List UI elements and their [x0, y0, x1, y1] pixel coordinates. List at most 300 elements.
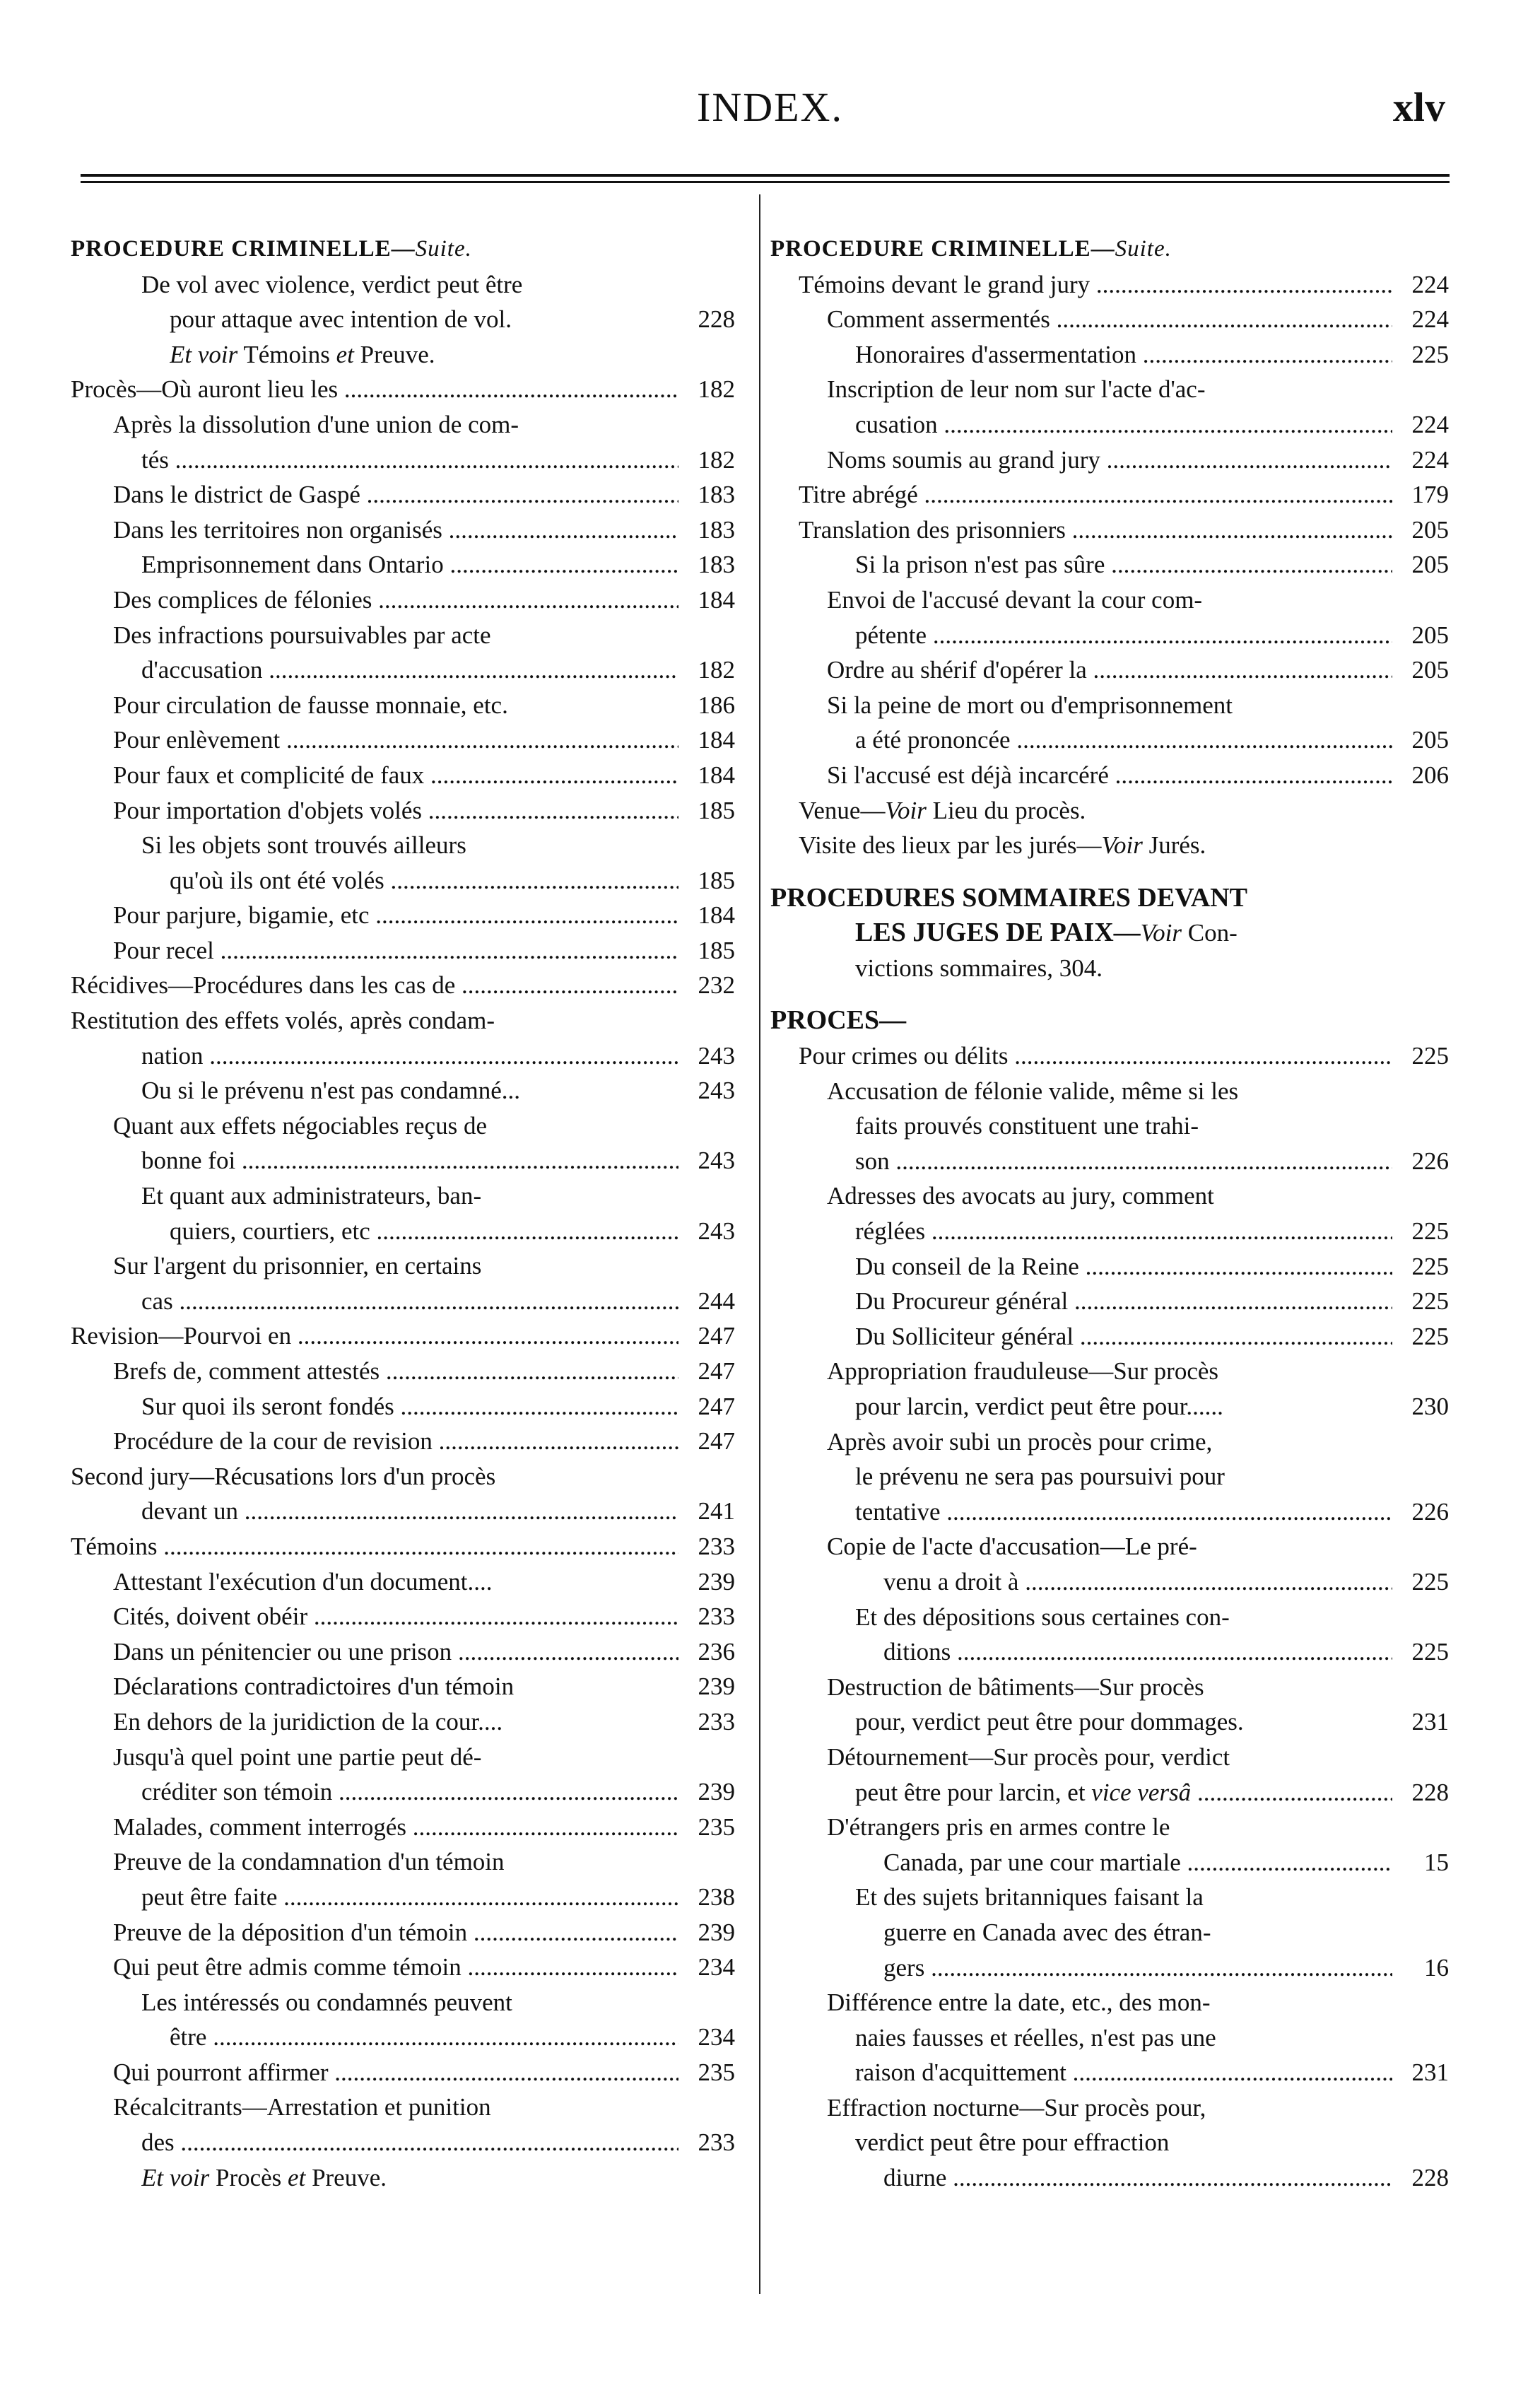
index-entry	[71, 1669, 735, 1704]
index-entry	[71, 1038, 735, 1074]
index-entry	[71, 1248, 735, 1284]
heading-suite: Suite.	[415, 236, 472, 262]
index-entry	[770, 1038, 1449, 1074]
entry-text: Qui pourront affirmer .....	[113, 2055, 678, 2090]
index-entry	[770, 1389, 1449, 1424]
section-heading-proces: PROCES—	[770, 1005, 907, 1036]
index-entry	[770, 2090, 1449, 2126]
page-reference: 205	[1411, 656, 1449, 684]
index-entry	[71, 1284, 735, 1319]
page-reference: 235	[698, 1813, 735, 1841]
entry-text: nation .....	[141, 1038, 678, 1074]
entry-text: être .....	[170, 2020, 678, 2055]
index-entry	[71, 1915, 735, 1950]
entry-text: Attestant l'exécution d'un document....	[113, 1567, 493, 1596]
entry-text: Visite des lieux par les jurés—Voir Jurés.	[799, 831, 1206, 860]
entry-text: Pour crimes ou délits .....	[799, 1038, 1392, 1074]
index-entry	[71, 372, 735, 407]
entry-text: Quant aux effets négociables reçus de	[113, 1111, 487, 1140]
page-reference: 235	[698, 2058, 735, 2086]
entry-text: Preuve de la condamnation d'un témoin	[113, 1848, 505, 1876]
entry-text: Canada, par une cour martiale .....	[883, 1845, 1392, 1880]
page-reference: 243	[698, 1147, 735, 1175]
entry-text: des .....	[141, 2125, 678, 2160]
entry-text: cas .....	[141, 1284, 678, 1319]
index-entry	[770, 443, 1449, 478]
entry-text: réglées .....	[855, 1214, 1392, 1249]
index-entry	[770, 1704, 1449, 1740]
index-entry	[71, 1494, 735, 1529]
page-reference: 184	[698, 726, 735, 754]
page-reference: 234	[698, 2023, 735, 2051]
entry-text: Récalcitrants—Arrestation et punition	[113, 2093, 491, 2121]
page-reference: 243	[698, 1077, 735, 1105]
entry-text: Pour recel .....	[113, 933, 678, 968]
entry-text: Dans un pénitencier ou une prison .....	[113, 1634, 678, 1670]
page-reference: 224	[1411, 445, 1449, 474]
page-reference: 225	[1411, 1042, 1449, 1070]
index-entry	[71, 1599, 735, 1634]
index-entry	[71, 1108, 735, 1144]
index-entry	[770, 1354, 1449, 1389]
entry-text: Honoraires d'assermentation .....	[855, 337, 1392, 373]
page-reference: 225	[1411, 1217, 1449, 1246]
index-entry	[71, 2090, 735, 2125]
page-reference: 224	[1411, 410, 1449, 438]
entry-text: Ou si le prévenu n'est pas condamné...	[141, 1077, 521, 1105]
entry-text: Et quant aux administrateurs, ban-	[141, 1182, 482, 1210]
entry-text: peut être faite .....	[141, 1880, 678, 1915]
page-reference: 206	[1411, 761, 1449, 789]
entry-text: Second jury—Récusations lors d'un procès	[71, 1462, 496, 1490]
index-entry	[770, 337, 1449, 373]
entry-text: quiers, courtiers, etc .....	[170, 1214, 678, 1249]
page-reference: 233	[698, 1603, 735, 1631]
index-entry	[71, 1774, 735, 1810]
index-entries-right-proces	[770, 1038, 1449, 2196]
entry-text: a été prononcée .....	[855, 722, 1392, 758]
entry-text: ditions .....	[883, 1634, 1392, 1670]
page-reference: 183	[698, 515, 735, 544]
page-reference: 238	[698, 1883, 735, 1911]
index-entry	[770, 1634, 1449, 1670]
entry-text: gers .....	[883, 1950, 1392, 1986]
page-reference: 243	[698, 1217, 735, 1245]
index-entry	[71, 898, 735, 933]
entry-text: Témoins devant le grand jury .....	[799, 267, 1392, 303]
entry-text: Adresses des avocats au jury, comment	[827, 1182, 1214, 1210]
index-entry	[71, 2125, 735, 2160]
page-reference: 226	[1411, 1147, 1449, 1175]
entry-text: Témoins .....	[71, 1529, 678, 1564]
section-heading	[71, 232, 735, 267]
heading-suite: Suite.	[1115, 236, 1172, 262]
index-entry	[71, 1354, 735, 1389]
entry-text: Les intéressés ou condamnés peuvent	[141, 1988, 512, 2016]
page-reference: 183	[698, 481, 735, 509]
index-entry	[71, 968, 735, 1003]
page-reference: 205	[1411, 515, 1449, 544]
index-entry	[71, 1844, 735, 1880]
index-entry	[770, 372, 1449, 407]
index-entry	[71, 1564, 735, 1600]
entry-text: Noms soumis au grand jury .....	[827, 443, 1392, 478]
page-reference: 228	[1411, 1778, 1449, 1806]
entry-text: Titre abrégé .....	[799, 477, 1392, 513]
entry-text: diurne .....	[883, 2160, 1392, 2196]
entry-text: Dans le district de Gaspé .....	[113, 477, 678, 513]
page-reference: 186	[698, 691, 735, 719]
entry-text: le prévenu ne sera pas poursuivi pour	[855, 1463, 1225, 1491]
index-entry	[770, 1074, 1449, 1109]
index-entry	[770, 1284, 1449, 1319]
index-entry	[770, 477, 1449, 513]
entry-text: son .....	[855, 1144, 1392, 1179]
index-entry	[770, 2020, 1449, 2056]
index-entry	[770, 1494, 1449, 1530]
entry-text: D'étrangers pris en armes contre le	[827, 1813, 1170, 1842]
entry-text: Jusqu'à quel point une partie peut dé-	[113, 1743, 482, 1771]
entry-text: qu'où ils ont été volés .....	[170, 863, 678, 898]
entry-text: venu a droit à .....	[883, 1564, 1392, 1600]
entry-text: Destruction de bâtiments—Sur procès	[827, 1673, 1204, 1701]
index-entry	[770, 793, 1449, 829]
entry-text: Malades, comment interrogés .....	[113, 1810, 678, 1845]
index-entry	[770, 652, 1449, 688]
column-divider	[759, 194, 760, 2294]
header-rule	[81, 174, 1450, 177]
index-entry	[770, 267, 1449, 303]
page-reference: 182	[698, 375, 735, 404]
entry-text: Preuve de la déposition d'un témoin .....	[113, 1915, 678, 1950]
index-entry	[71, 1424, 735, 1459]
heading2-juges: LES JUGES DE PAIX—	[855, 918, 1141, 948]
entry-text: bonne foi .....	[141, 1143, 678, 1178]
entry-text: Après avoir subi un procès pour crime,	[827, 1427, 1213, 1456]
page-reference: 185	[698, 936, 735, 964]
index-entry	[71, 302, 735, 337]
index-entry	[71, 1529, 735, 1564]
entry-text: Récidives—Procédures dans les cas de .....	[71, 968, 678, 1003]
index-entry	[770, 1214, 1449, 1249]
heading-main: PROCEDURE CRIMINELLE—	[71, 236, 416, 262]
index-entry	[770, 1740, 1449, 1775]
header-rule-lower	[81, 181, 1450, 183]
page-reference: 225	[1411, 1252, 1449, 1280]
entry-text: pour larcin, verdict peut être pour......	[855, 1393, 1223, 1420]
index-entry	[71, 1178, 735, 1214]
page-reference: 205	[1411, 621, 1449, 649]
entry-text: raison d'acquittement .....	[855, 2055, 1392, 2090]
page-reference: 184	[698, 761, 735, 789]
page-reference: 185	[698, 796, 735, 824]
page-number: xlv	[1392, 84, 1445, 130]
page-reference: 243	[698, 1041, 735, 1070]
entry-text: Déclarations contradictoires d'un témoin	[113, 1673, 515, 1701]
page-reference: 205	[1411, 726, 1449, 754]
page-header	[0, 83, 1540, 140]
index-entry	[71, 1073, 735, 1108]
index-entry	[770, 828, 1449, 863]
index-entry	[770, 1915, 1449, 1950]
page-reference: 239	[698, 1673, 735, 1701]
index-entry	[770, 547, 1449, 582]
index-entry	[770, 582, 1449, 618]
index-entry	[770, 1108, 1449, 1144]
index-entry	[770, 1810, 1449, 1845]
page-reference: 184	[698, 901, 735, 930]
page-reference: 182	[698, 656, 735, 684]
entry-text: Procédure de la cour de revision .....	[113, 1424, 678, 1459]
entry-text: Copie de l'acte d'accusation—Le pré-	[827, 1533, 1197, 1561]
index-entry	[71, 1740, 735, 1775]
page-reference: 234	[698, 1953, 735, 1981]
index-entry	[71, 582, 735, 618]
entry-text: Sur quoi ils seront fondés .....	[141, 1389, 678, 1424]
entry-text: verdict peut être pour effraction	[855, 2129, 1170, 2157]
entry-text: Dans les territoires non organisés .....	[113, 513, 678, 548]
index-entry	[71, 652, 735, 688]
index-entry	[71, 1003, 735, 1038]
page-reference: 205	[1411, 551, 1449, 579]
entry-text: Si les objets sont trouvés ailleurs	[141, 831, 466, 860]
section-heading-line2	[770, 915, 1449, 951]
index-entry	[71, 443, 735, 478]
index-entry	[770, 688, 1449, 723]
page-reference: 228	[698, 305, 735, 334]
index-entry	[71, 933, 735, 968]
page-reference: 15	[1424, 1848, 1449, 1876]
entry-text: créditer son témoin .....	[141, 1774, 678, 1810]
index-entry	[71, 1214, 735, 1249]
index-entry	[71, 547, 735, 582]
entry-text: d'accusation .....	[141, 652, 678, 688]
page-reference: 231	[1411, 1708, 1449, 1736]
page-reference: 224	[1411, 270, 1449, 298]
page-reference: 244	[698, 1287, 735, 1315]
entry-text: Si l'accusé est déjà incarcéré .....	[827, 758, 1392, 793]
index-entry	[770, 1529, 1449, 1564]
entry-text: tentative .....	[855, 1494, 1392, 1530]
index-entries-left	[71, 267, 735, 2196]
page-reference: 225	[1411, 1322, 1449, 1350]
index-entry	[71, 1143, 735, 1178]
entry-text: Revision—Pourvoi en .....	[71, 1318, 678, 1354]
entry-text: tés .....	[141, 443, 678, 478]
left-column	[71, 232, 735, 2195]
entry-text: cusation .....	[855, 407, 1392, 443]
entry-text: Du Solliciteur général .....	[855, 1319, 1392, 1354]
entry-text: Ordre au shérif d'opérer la .....	[827, 652, 1392, 688]
index-entry	[770, 722, 1449, 758]
index-entry	[770, 1178, 1449, 1214]
section-heading-procedures-sommaires: PROCEDURES SOMMAIRES DEVANT	[770, 882, 1247, 913]
page-reference: 239	[698, 1567, 735, 1596]
entry-text: Différence entre la date, etc., des mon-	[827, 1989, 1211, 2017]
entry-text: Emprisonnement dans Ontario .....	[141, 547, 678, 582]
index-entry	[71, 407, 735, 443]
index-entry	[71, 1634, 735, 1670]
right-column	[770, 232, 1449, 2196]
index-entry	[770, 1144, 1449, 1179]
entry-text: Détournement—Sur procès pour, verdict	[827, 1743, 1230, 1771]
entry-text: Brefs de, comment attestés .....	[113, 1354, 678, 1389]
page-reference: 232	[698, 971, 735, 1000]
entry-text: peut être pour larcin, et vice versâ .....	[855, 1775, 1392, 1810]
page-reference: 233	[698, 1707, 735, 1735]
entry-text: pétente .....	[855, 618, 1392, 653]
index-entry	[71, 688, 735, 723]
index-entry	[770, 1880, 1449, 1915]
entry-text: pour attaque avec intention de vol.	[170, 305, 512, 334]
page-reference: 233	[698, 1532, 735, 1560]
entry-text: Translation des prisonniers .....	[799, 513, 1392, 548]
index-entry	[71, 863, 735, 898]
entry-text: Qui peut être admis comme témoin .....	[113, 1950, 678, 1985]
index-entry	[770, 1600, 1449, 1635]
page-reference: 228	[1411, 2164, 1449, 2192]
page-reference: 236	[698, 1637, 735, 1665]
section-heading	[770, 232, 1449, 267]
entry-text: De vol avec violence, verdict peut être	[141, 270, 523, 298]
entry-text: Et des dépositions sous certaines con-	[855, 1603, 1230, 1631]
entry-text: En dehors de la juridiction de la cour....	[113, 1707, 503, 1735]
page-reference: 225	[1411, 1287, 1449, 1316]
page-reference: 225	[1411, 340, 1449, 368]
index-entry	[71, 2160, 735, 2196]
index-entry	[770, 1424, 1449, 1460]
index-entries-right	[770, 267, 1449, 863]
index-entry	[71, 1950, 735, 1985]
page-reference: 224	[1411, 305, 1449, 334]
entry-text: Cités, doivent obéir .....	[113, 1599, 678, 1634]
entry-text: Venue—Voir Lieu du procès.	[799, 796, 1086, 824]
entry-text: devant un .....	[141, 1494, 678, 1529]
entry-text: Effraction nocturne—Sur procès pour,	[827, 2093, 1206, 2121]
index-entry	[770, 618, 1449, 653]
page-reference: 225	[1411, 1567, 1449, 1596]
page-title: INDEX.	[697, 84, 843, 130]
index-entry	[71, 1880, 735, 1915]
entry-text: Comment assermentés .....	[827, 302, 1392, 337]
index-entry	[770, 1670, 1449, 1705]
entry-text: naies fausses et réelles, n'est pas une	[855, 2023, 1216, 2051]
entry-text: Après la dissolution d'une union de com-	[113, 410, 519, 438]
index-entry	[770, 1845, 1449, 1880]
index-entry	[770, 1775, 1449, 1810]
page-reference: 241	[698, 1497, 735, 1526]
entry-text: Restitution des effets volés, après condam-	[71, 1007, 495, 1035]
entry-text: Du Procureur général .....	[855, 1284, 1392, 1319]
index-entry	[770, 758, 1449, 793]
index-entry	[71, 828, 735, 863]
entry-text: Des infractions poursuivables par acte	[113, 621, 491, 649]
index-entry	[71, 477, 735, 513]
page-reference: 225	[1411, 1638, 1449, 1666]
page-reference: 247	[698, 1392, 735, 1420]
index-entry	[770, 1564, 1449, 1600]
index-entry	[71, 1389, 735, 1424]
entry-text: Si la prison n'est pas sûre .....	[855, 547, 1392, 582]
index-entry	[71, 513, 735, 548]
index-entry	[770, 513, 1449, 548]
heading2-con: Con-	[1182, 919, 1238, 947]
index-entry	[71, 1459, 735, 1494]
index-entry	[770, 302, 1449, 337]
page-reference: 247	[698, 1322, 735, 1350]
index-entry	[71, 2020, 735, 2055]
entry-text: Inscription de leur nom sur l'acte d'ac-	[827, 375, 1206, 404]
index-entry	[71, 1318, 735, 1354]
index-entry	[71, 758, 735, 793]
page-reference: 247	[698, 1357, 735, 1385]
page-reference: 239	[698, 1778, 735, 1806]
page-reference: 184	[698, 585, 735, 614]
index-entry	[71, 618, 735, 653]
index-entry	[770, 1319, 1449, 1354]
entry-text: Des complices de félonies .....	[113, 582, 678, 618]
page-reference: 226	[1411, 1497, 1449, 1526]
entry-text: Si la peine de mort ou d'emprisonnement	[827, 691, 1233, 719]
index-entry	[770, 1459, 1449, 1494]
entry-text: Procès—Où auront lieu les .....	[71, 372, 678, 407]
entry-text: Pour enlèvement .....	[113, 722, 678, 758]
entry-text: Et voir Procès et Preuve.	[141, 2163, 387, 2191]
entry-text: Appropriation frauduleuse—Sur procès	[827, 1357, 1219, 1386]
entry-text: guerre en Canada avec des étran-	[883, 1918, 1211, 1946]
entry-text: Sur l'argent du prisonnier, en certains	[113, 1252, 482, 1280]
index-entry	[770, 2160, 1449, 2196]
index-entry	[71, 1810, 735, 1845]
index-entry	[71, 1704, 735, 1740]
page-reference: 239	[698, 1918, 735, 1946]
page-reference: 231	[1411, 2059, 1449, 2087]
index-entry	[71, 2055, 735, 2090]
entry-text: Et voir Témoins et Preuve.	[170, 340, 435, 368]
entry-text: Envoi de l'accusé devant la cour com-	[827, 585, 1203, 614]
page-reference: 16	[1424, 1953, 1449, 1981]
index-entry	[71, 267, 735, 303]
page-reference: 230	[1411, 1393, 1449, 1420]
index-entry	[71, 337, 735, 373]
page-reference: 185	[698, 866, 735, 894]
entry-text: Accusation de félonie valide, même si les	[827, 1077, 1239, 1105]
entry-text: faits prouvés constituent une trahi-	[855, 1112, 1199, 1140]
entry-text: Et des sujets britanniques faisant la	[855, 1883, 1204, 1911]
index-entry	[770, 407, 1449, 443]
entry-text: Pour importation d'objets volés .....	[113, 793, 678, 829]
page-reference: 182	[698, 445, 735, 474]
index-entry	[770, 1985, 1449, 2020]
page-reference: 247	[698, 1427, 735, 1456]
index-entry	[71, 793, 735, 829]
entry-text: Du conseil de la Reine .....	[855, 1249, 1392, 1284]
entry-text: Pour faux et complicité de faux .....	[113, 758, 678, 793]
section-heading-line3: victions sommaires, 304.	[855, 954, 1103, 982]
page-reference: 179	[1411, 481, 1449, 509]
entry-text: Pour parjure, bigamie, etc .....	[113, 898, 678, 933]
heading2-voir: Voir	[1140, 919, 1182, 947]
entry-text: Pour circulation de fausse monnaie, etc.	[113, 691, 508, 719]
page-reference: 233	[698, 2129, 735, 2157]
page-reference: 183	[698, 551, 735, 579]
index-entry	[770, 1249, 1449, 1284]
index-entry	[770, 2125, 1449, 2160]
entry-text: pour, verdict peut être pour dommages.	[855, 1708, 1244, 1736]
index-entry	[770, 1950, 1449, 1986]
index-entry	[71, 1985, 735, 2020]
index-entry	[770, 2055, 1449, 2090]
